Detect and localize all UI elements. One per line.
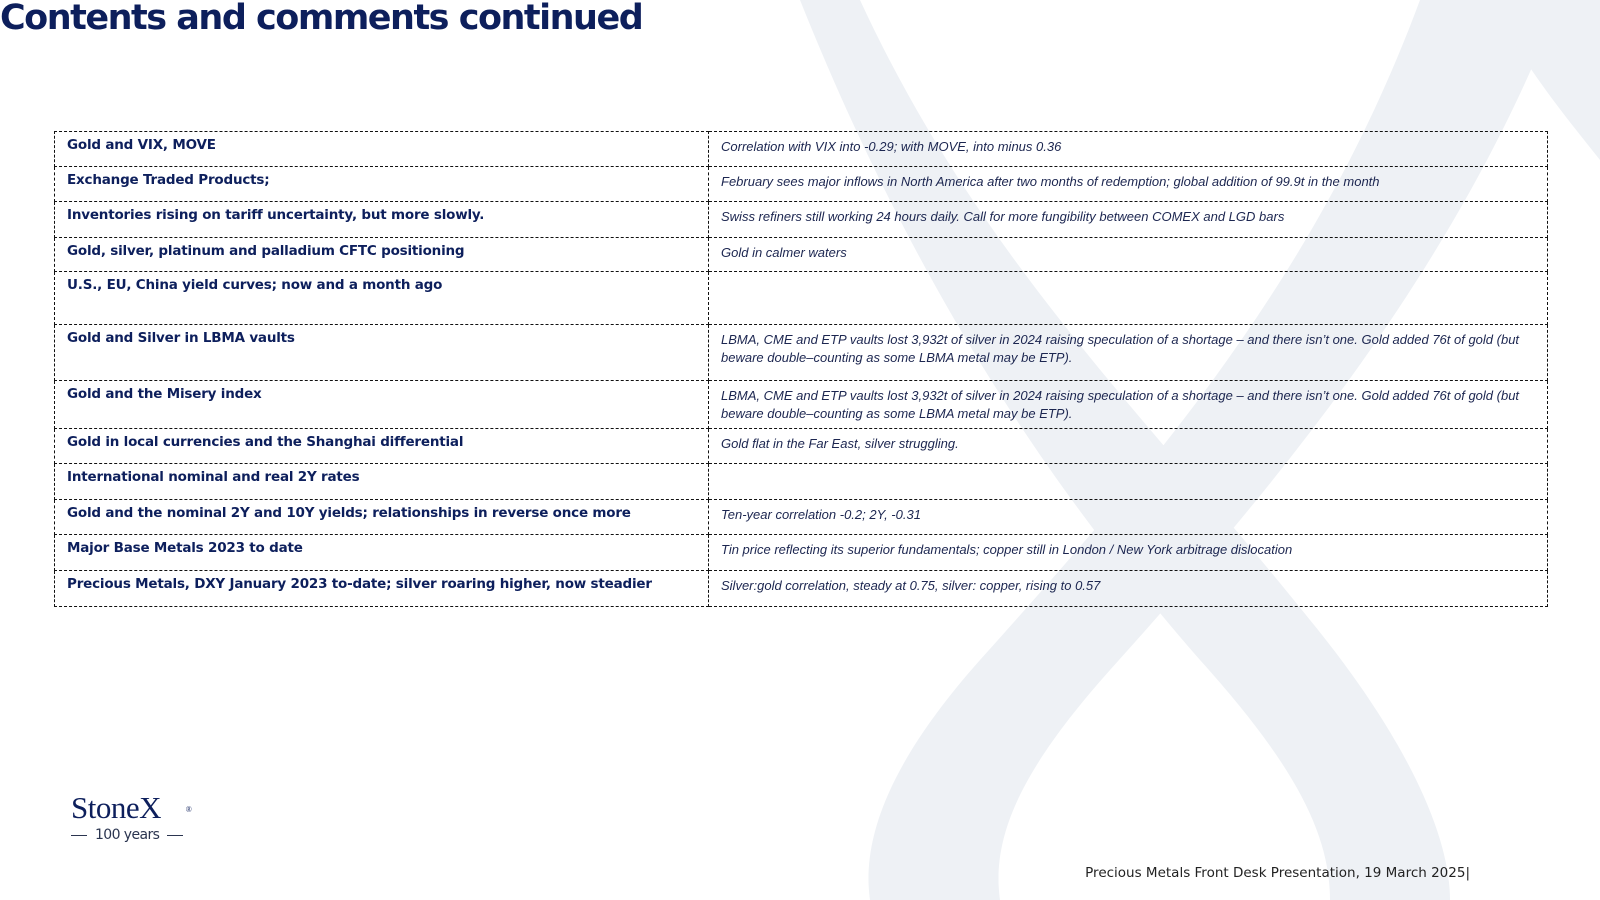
topic-cell: Gold, silver, platinum and palladium CFTC positioning xyxy=(55,238,709,272)
table-row xyxy=(55,500,1548,535)
topic-cell: Inventories rising on tariff uncertainty, but more slowly. xyxy=(55,202,709,238)
comment-cell: Tin price reflecting its superior fundamentals; copper still in London / New York arbitrage dislocation xyxy=(709,535,1548,571)
comment-cell xyxy=(709,272,1548,325)
comment-cell: Swiss refiners still working 24 hours daily. Call for more fungibility between COMEX and LGD bars xyxy=(709,202,1548,238)
contents-table xyxy=(54,131,1548,607)
logo-dash-left xyxy=(71,835,87,836)
footer-text: Precious Metals Front Desk Presentation, 19 March 2025| xyxy=(1085,865,1470,881)
comment-cell: Gold in calmer waters xyxy=(709,238,1548,272)
comment-cell xyxy=(709,464,1548,500)
topic-cell: Gold and VIX, MOVE xyxy=(55,132,709,167)
comment-cell: Silver:gold correlation, steady at 0.75, silver: copper, rising to 0.57 xyxy=(709,571,1548,607)
table-row xyxy=(55,381,1548,429)
topic-cell: Gold and Silver in LBMA vaults xyxy=(55,325,709,381)
logo-tagline-row xyxy=(71,827,183,843)
comment-cell: February sees major inflows in North America after two months of redemption; global addition of 99.9t in the month xyxy=(709,167,1548,202)
logo-dash-right xyxy=(167,835,183,836)
topic-cell: Gold and the nominal 2Y and 10Y yields; relationships in reverse once more xyxy=(55,500,709,535)
table-row xyxy=(55,238,1548,272)
table-row xyxy=(55,535,1548,571)
topic-cell: International nominal and real 2Y rates xyxy=(55,464,709,500)
topic-cell: Exchange Traded Products; xyxy=(55,167,709,202)
table-row xyxy=(55,132,1548,167)
topic-cell: Gold and the Misery index xyxy=(55,381,709,429)
table-row xyxy=(55,571,1548,607)
topic-cell: Major Base Metals 2023 to date xyxy=(55,535,709,571)
table-row xyxy=(55,429,1548,464)
logo-wordmark: StoneX xyxy=(71,790,161,825)
comment-cell: LBMA, CME and ETP vaults lost 3,932t of silver in 2024 raising speculation of a shortage – and there isn’t one. Gold added 76t of gold (but beware double–counting as some LBMA metal may be ETP). xyxy=(709,325,1548,381)
page-title: Contents and comments continued xyxy=(0,0,643,38)
stonex-logo xyxy=(71,790,192,843)
comment-cell: Gold flat in the Far East, silver struggling. xyxy=(709,429,1548,464)
table-row xyxy=(55,464,1548,500)
comment-cell: LBMA, CME and ETP vaults lost 3,932t of silver in 2024 raising speculation of a shortage – and there isn’t one. Gold added 76t of gold (but beware double–counting as some LBMA metal may be ETP). xyxy=(709,381,1548,429)
table-row xyxy=(55,325,1548,381)
table-row xyxy=(55,202,1548,238)
table-row xyxy=(55,167,1548,202)
comment-cell: Correlation with VIX into -0.29; with MOVE, into minus 0.36 xyxy=(709,132,1548,167)
topic-cell: Gold in local currencies and the Shanghai differential xyxy=(55,429,709,464)
logo-registered-mark: ® xyxy=(185,805,192,814)
topic-cell: Precious Metals, DXY January 2023 to-date; silver roaring higher, now steadier xyxy=(55,571,709,607)
topic-cell: U.S., EU, China yield curves; now and a month ago xyxy=(55,272,709,325)
logo-tagline: 100 years xyxy=(95,827,160,843)
comment-cell: Ten-year correlation -0.2; 2Y, -0.31 xyxy=(709,500,1548,535)
table-row xyxy=(55,272,1548,325)
